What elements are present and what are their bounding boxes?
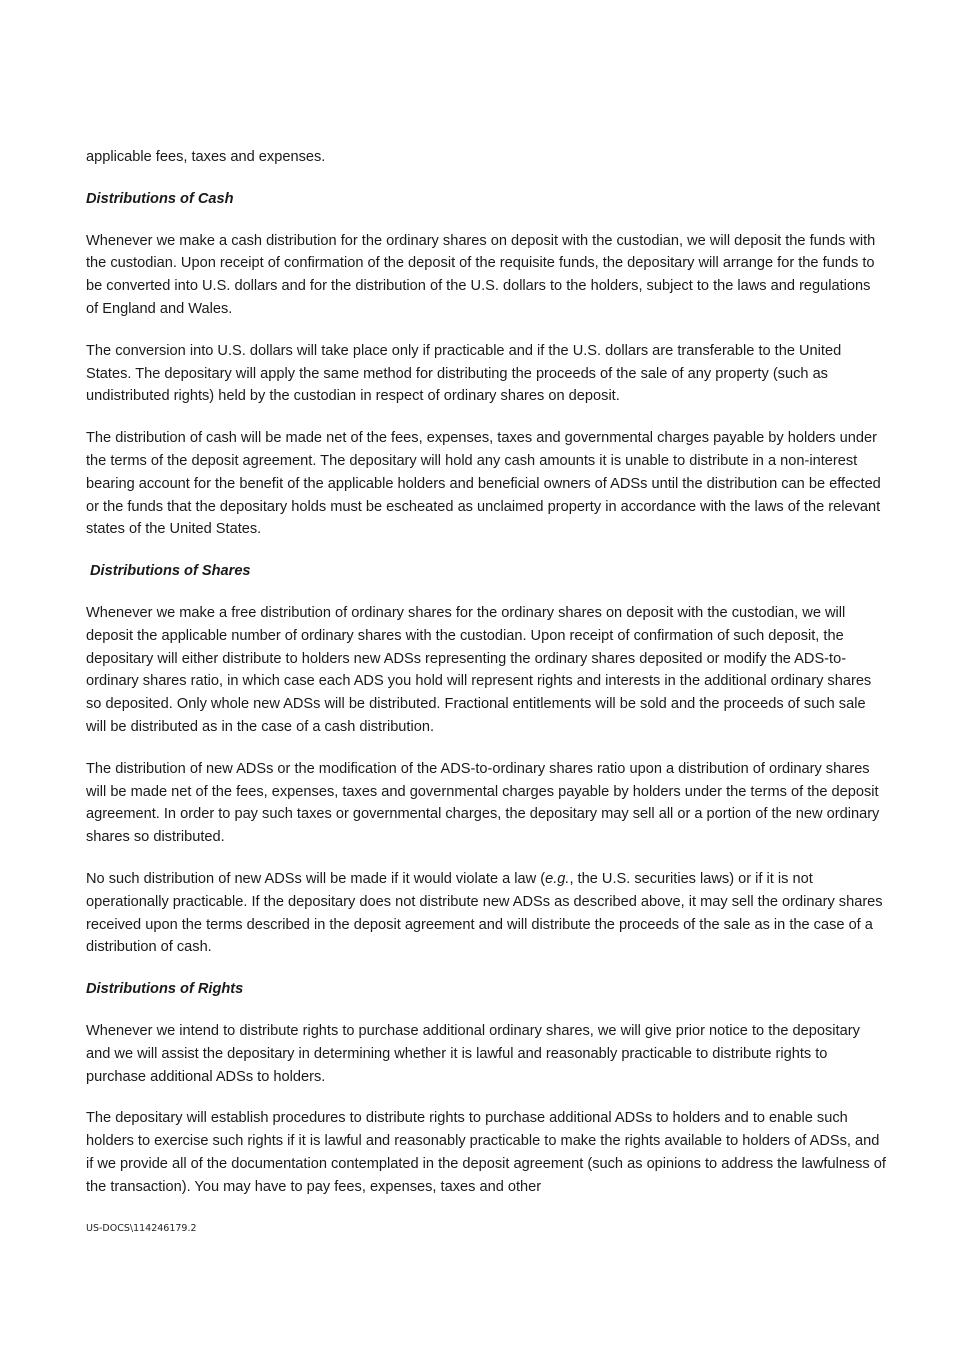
document-body xyxy=(86,146,886,1217)
paragraph: The distribution of new ADSs or the modification of the ADS-to-ordinary shares ratio upon a distribution of ordinary shares will be made net of the fees, expenses, taxes and governmental charges payable by holders under the terms of the deposit agreement. In order to pay such taxes or governmental charges, the depositary may sell all or a portion of the new ordinary shares so distributed. xyxy=(86,760,880,846)
section-heading-shares: Distributions of Shares xyxy=(90,563,251,580)
paragraph: Whenever we make a free distribution of ordinary shares for the ordinary shares on deposit with the custodian, we will deposit the applicable number of ordinary shares with the custodian. Upon receipt of confirmation of such deposit, the depositary will either distribute to holders new ADSs representing the ordinary shares deposited or modify the ADS-to-ordinary shares ratio, in which case each ADS you hold will represent rights and interests in the additional ordinary shares so deposited. Only whole new ADSs will be distributed. Fractional entitlements will be sold and the proceeds of such sale will be distributed as in the case of a cash distribution. xyxy=(86,604,872,735)
paragraph xyxy=(86,868,886,959)
paragraph: The distribution of cash will be made net of the fees, expenses, taxes and governmental charges payable by holders under the terms of the deposit agreement. The depositary will hold any cash amounts it is unable to distribute in a non-interest bearing account for the benefit of the applicable holders and beneficial owners of ADSs until the distribution can be effected or the funds that the depositary holds must be escheated as unclaimed property in accordance with the laws of the relevant states of the United States. xyxy=(86,430,881,538)
italic-abbreviation: e.g. xyxy=(545,870,570,887)
document-footer-id: US-DOCS\114246179.2 xyxy=(86,1223,197,1234)
paragraph: Whenever we make a cash distribution for the ordinary shares on deposit with the custodian, we will deposit the funds with the custodian. Upon receipt of confirmation of the deposit of the requisite funds, the depositary will arrange for the funds to be converted into U.S. dollars and for the distribution of the U.S. dollars to the holders, subject to the laws and regulations of England and Wales. xyxy=(86,232,876,317)
section-heading-rights: Distributions of Rights xyxy=(86,981,244,998)
paragraph: The depositary will establish procedures to distribute rights to purchase additional ADSs to holders and to enable such holders to exercise such rights if it is lawful and reasonably practicable to make the rights available to holders of ADSs, and if we provide all of the documentation contemplated in the deposit agreement (such as opinions to address the lawfulness of the transaction). You may have to pay fees, expenses, taxes and other xyxy=(86,1110,886,1195)
intro-fragment: applicable fees, taxes and expenses. xyxy=(86,149,326,165)
text-run: , the U.S. securities laws) or if it is not operationally practicable. If the depositary does not distribute new ADSs as described above, it may sell the ordinary shares received upon the terms described in the deposit agreement and will distribute the proceeds of the sale as in the case of a distribution of cash. xyxy=(86,870,883,956)
paragraph: Whenever we intend to distribute rights to purchase additional ordinary shares, we will give prior notice to the depositary and we will assist the depositary in determining whether it is lawful and reasonably practicable to distribute rights to purchase additional ADSs to holders. xyxy=(86,1022,860,1085)
text-run: No such distribution of new ADSs will be made if it would violate a law ( xyxy=(86,870,546,887)
section-heading-cash: Distributions of Cash xyxy=(86,190,234,207)
paragraph: The conversion into U.S. dollars will take place only if practicable and if the U.S. dollars are transferable to the United States. The depositary will apply the same method for distributing the proceeds of the sale of any property (such as undistributed rights) held by the custodian in respect of ordinary shares on deposit. xyxy=(86,342,842,405)
